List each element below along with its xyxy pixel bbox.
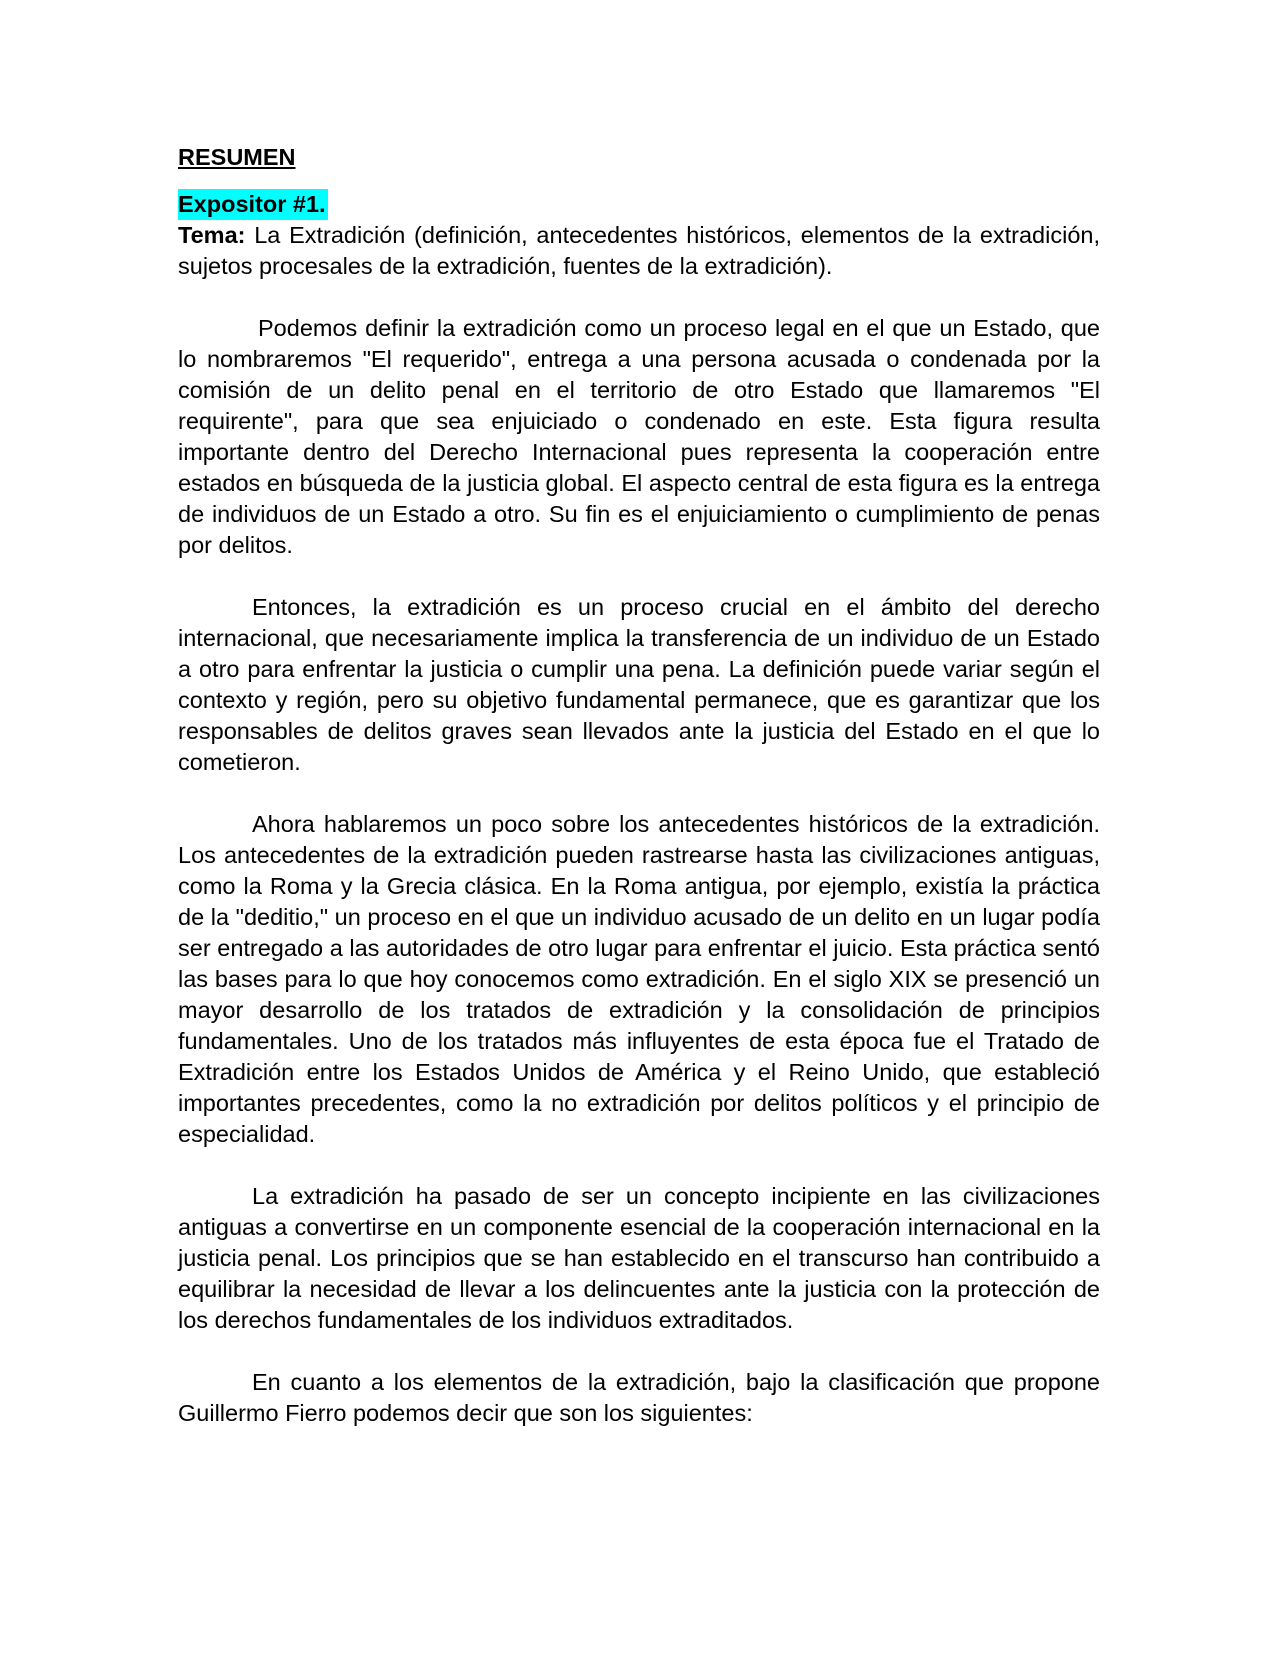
expositor-line — [178, 189, 1100, 220]
expositor-heading: Expositor #1. — [178, 189, 328, 220]
tema-text: La Extradición (definición, antecedentes históricos, elementos de la extradición, sujetos procesales de la extradición, fuentes de la extradición). — [178, 222, 1100, 279]
paragraph-proceso-crucial: Entonces, la extradición es un proceso crucial en el ámbito del derecho internacional, que necesariamente implica la transferencia de un individuo de un Estado a otro para enfrentar la justicia o cumplir una pena. La definición puede variar según el contexto y región, pero su objetivo fundamental permanece, que es garantizar que los responsables de delitos graves sean llevados ante la justicia del Estado en el que lo cometieron. — [178, 594, 1100, 775]
paragraph-antecedentes: Ahora hablaremos un poco sobre los antecedentes históricos de la extradición. Los antecedentes de la extradición pueden rastrearse hasta las civilizaciones antiguas, como la Roma y la Grecia clásica. En la Roma antigua, por ejemplo, existía la práctica de la "deditio," un proceso en el que un individuo acusado de un delito en un lugar podía ser entregado a las autoridades de otro lugar para enfrentar el juicio. Esta práctica sentó las bases para lo que hoy conocemos como extradición. En el siglo XIX se presenció un mayor desarrollo de los tratados de extradición y la consolidación de principios fundamentales. Uno de los tratados más influyentes de esta época fue el Tratado de Extradición entre los Estados Unidos de América y el Reino Unido, que estableció importantes precedentes, como la no extradición por delitos políticos y el principio de especialidad. — [178, 811, 1100, 1147]
paragraph-evolucion: La extradición ha pasado de ser un concepto incipiente en las civilizaciones antiguas a convertirse en un componente esencial de la cooperación internacional en la justicia penal. Los principios que se han establecido en el transcurso han contribuido a equilibrar la necesidad de llevar a los delincuentes ante la justicia con la protección de los derechos fundamentales de los individuos extraditados. — [178, 1183, 1100, 1333]
tema-label: Tema: — [178, 222, 246, 248]
tema-paragraph — [178, 220, 1100, 282]
document-page — [178, 142, 1100, 1460]
paragraph-elementos: En cuanto a los elementos de la extradición, bajo la clasificación que propone Guillermo Fierro podemos decir que son los siguientes: — [178, 1369, 1100, 1426]
document-title: RESUMEN — [178, 144, 296, 170]
paragraph-definicion: Podemos definir la extradición como un proceso legal en el que un Estado, que lo nombraremos "El requerido", entrega a una persona acusada o condenada por la comisión de un delito penal en el territorio de otro Estado que llamaremos "El requirente", para que sea enjuiciado o condenado en este. Esta figura resulta importante dentro del Derecho Internacional pues representa la cooperación entre estados en búsqueda de la justicia global. El aspecto central de esta figura es la entrega de individuos de un Estado a otro. Su fin es el enjuiciamiento o cumplimiento de penas por delitos. — [178, 315, 1100, 558]
